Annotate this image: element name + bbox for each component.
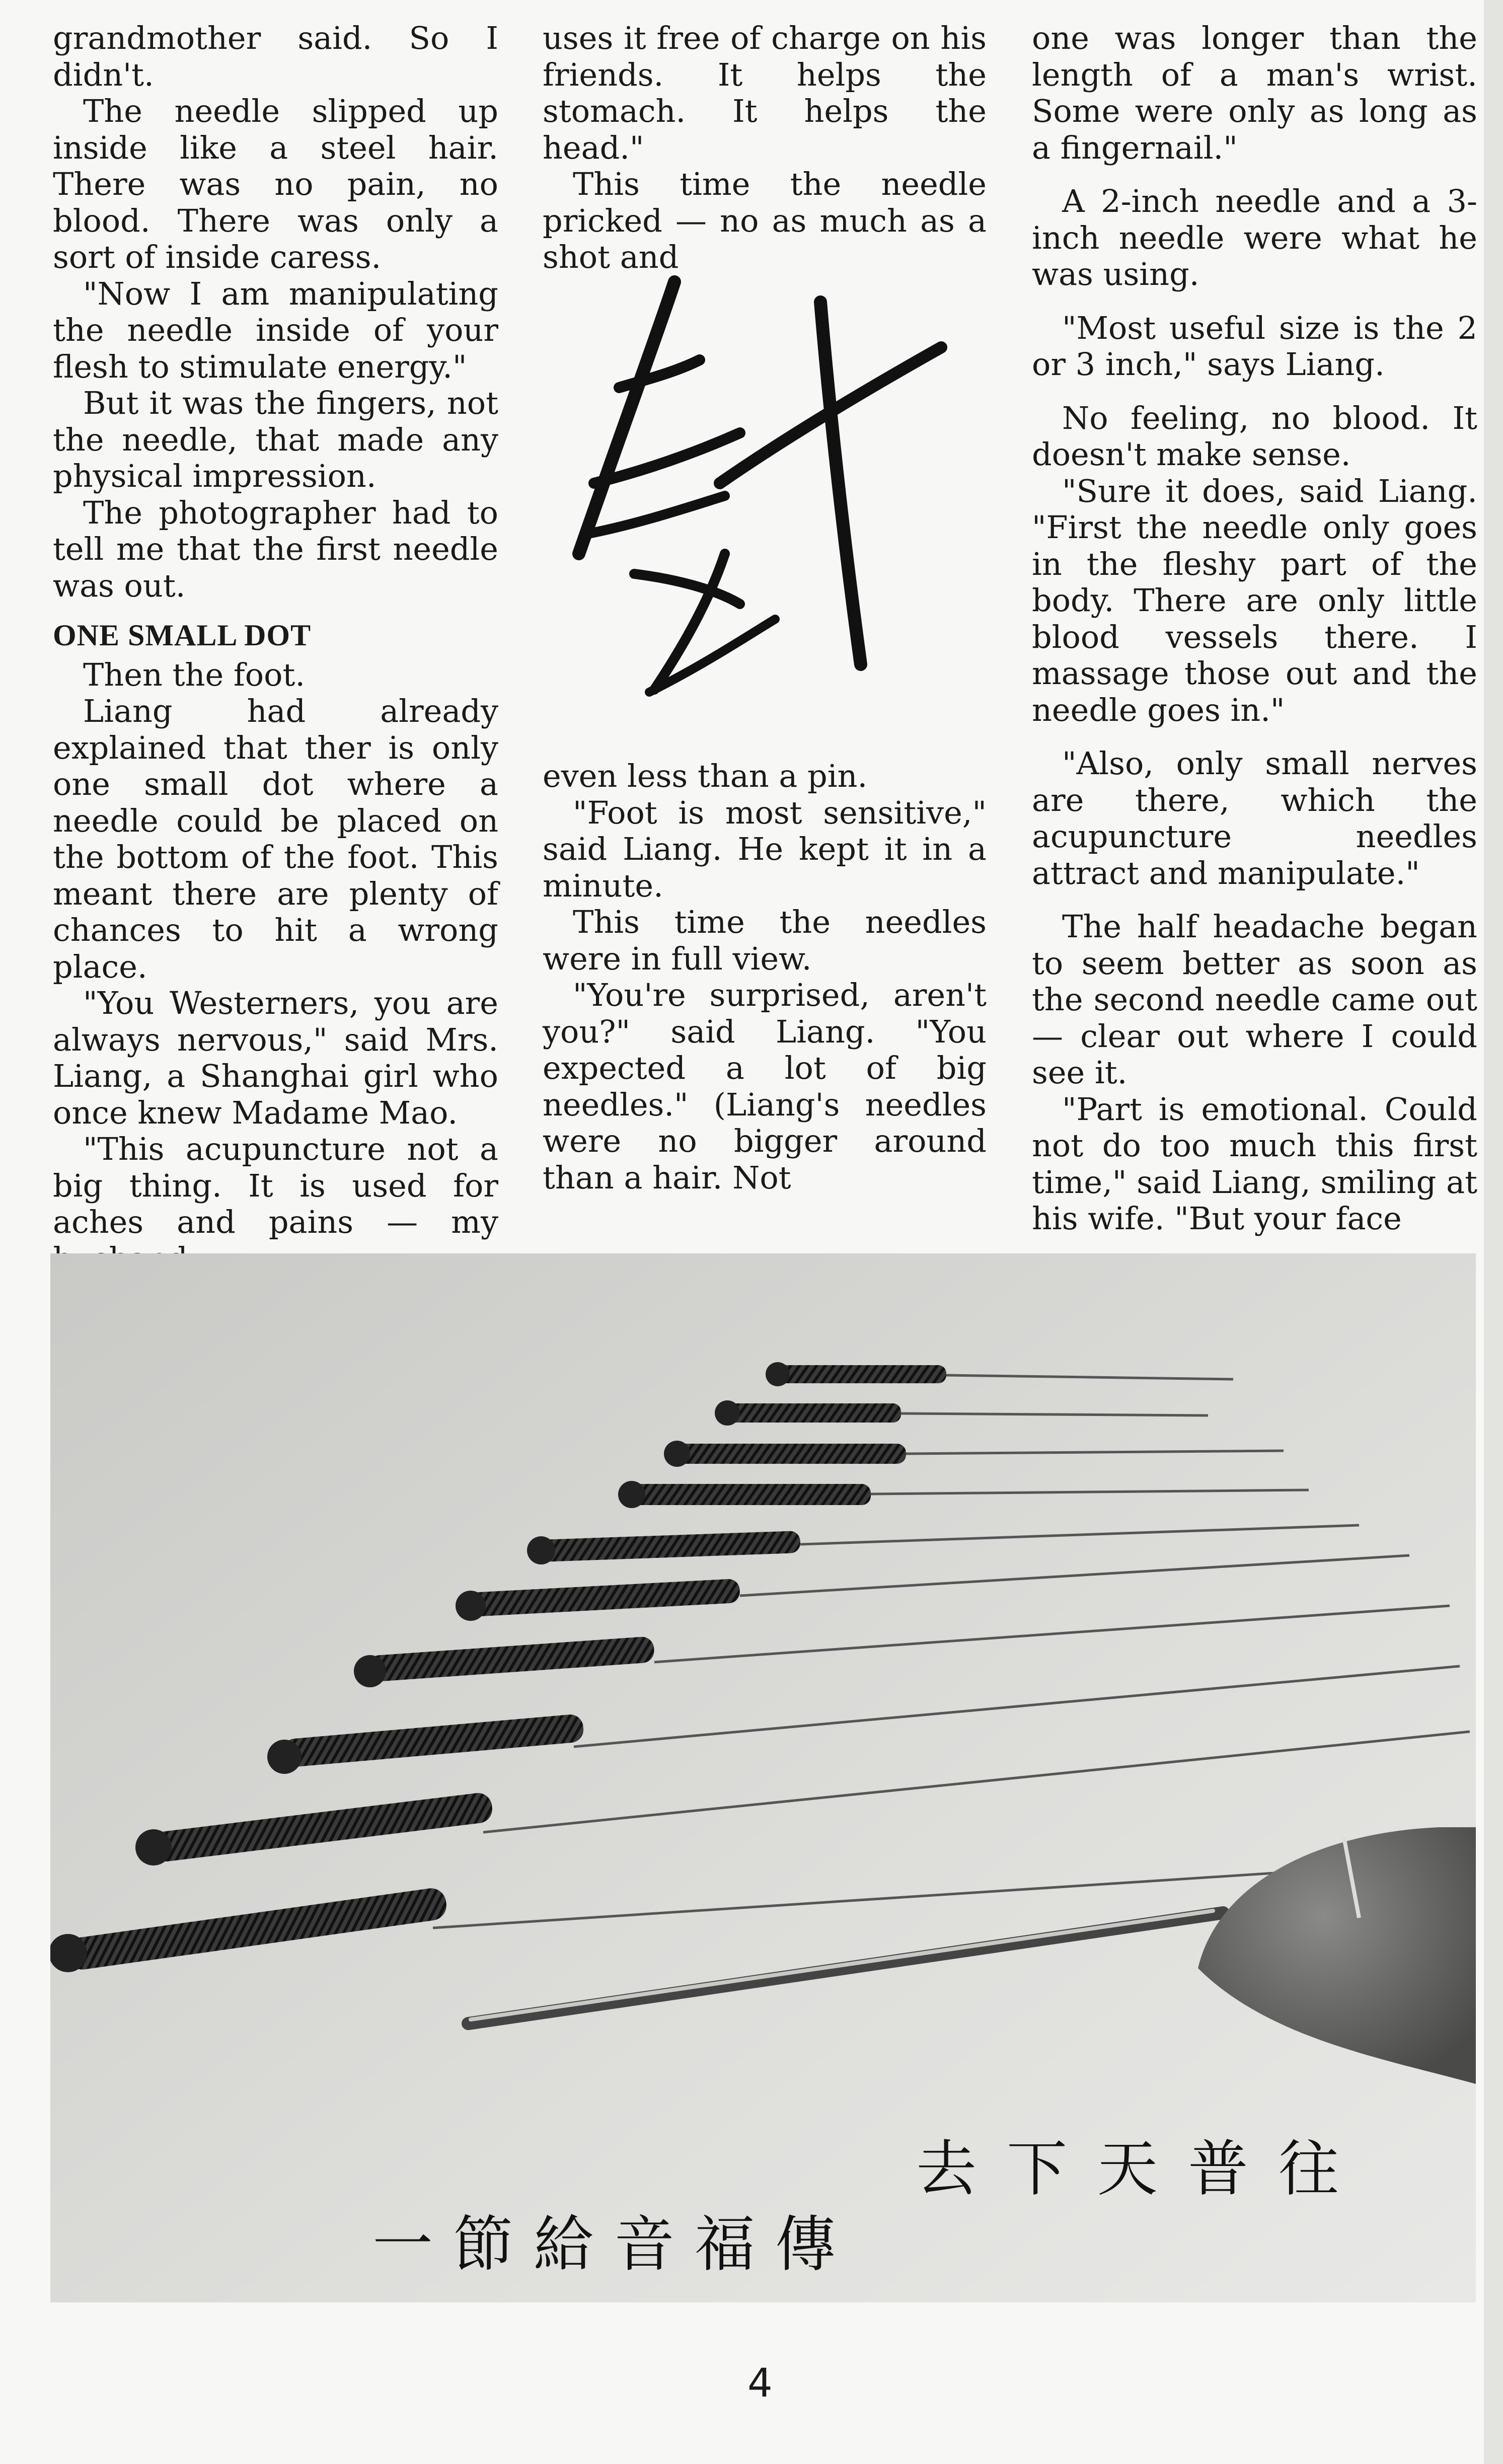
paragraph: "You Westerners, you are always nervous," said Mrs. Liang, a Shanghai girl who once knew Madame Mao.: [53, 985, 498, 1131]
paragraph: "Most useful size is the 2 or 3 inch," says Liang.: [1032, 309, 1477, 383]
chinese-calligraphy-needle-character-icon: [559, 272, 971, 725]
chinese-banner-right: 去下天普往: [916, 2134, 1369, 2204]
paragraph: The photographer had to tell me that the first needle was out.: [53, 494, 498, 604]
article-column-2-bottom: [543, 758, 987, 1196]
paragraph: Then the foot.: [83, 656, 306, 693]
section-heading: ONE SMALL DOT: [53, 619, 312, 652]
article-column-2-top: [543, 20, 987, 276]
acupuncture-needles-photo: [50, 1253, 1476, 2302]
paragraph: This time the needles were in full view.: [543, 904, 987, 977]
page-edge-shadow: [1484, 0, 1503, 2464]
paragraph: But it was the fingers, not the needle, that made any physical impression.: [53, 385, 498, 494]
paragraph: This time the needle pricked — no as much as a shot and: [543, 166, 987, 275]
paragraph: Liang had already explained that ther is only one small dot where a needle could be placed on the bottom of the foot. This meant there are plenty of chances to hit a wrong place.: [53, 693, 498, 985]
page-number: 4: [747, 2361, 773, 2406]
paragraph: uses it free of charge on his friends. It helps the stomach. It helps the head.": [543, 20, 987, 166]
paragraph: No feeling, no blood. It doesn't make sense.: [1032, 399, 1477, 473]
paragraph: "Now I am manipulating the needle inside of your flesh to stimulate energy.": [53, 275, 498, 385]
paragraph: "Also, only small nerves are there, which the acupuncture needles attract and manipulate.": [1032, 745, 1477, 891]
paragraph: The needle slipped up inside like a steel hair. There was no pain, no blood. There was only a sort of inside caress.: [53, 93, 498, 275]
needles-illustration: [50, 1253, 1476, 2302]
paragraph: "Part is emotional. Could not do too much this first time," said Liang, smiling at his wife. "But your face: [1032, 1090, 1477, 1237]
paragraph: grandmother said. So I didn't.: [53, 20, 498, 93]
paragraph: "Sure it does, said Liang. "First the needle only goes in the fleshy part of the body. There are only little blood vessels there. I massage those out and the needle goes in.": [1032, 472, 1477, 728]
paragraph: "You're surprised, aren't you?" said Liang. "You expected a lot of big needles." (Liang's needles were no bigger around than a hair. Not: [543, 977, 987, 1196]
paragraph: "This acupuncture not a big thing. It is used for aches and pains — my: [53, 1131, 498, 1240]
article-column-3: [1032, 20, 1477, 1237]
paragraph: A 2-inch needle and a 3-inch needle were what he was using.: [1032, 183, 1477, 292]
paragraph: "Foot is most sensitive," said Liang. He kept it in a minute.: [543, 794, 987, 904]
paragraph: The half headache began to seem better as soon as the second needle came out — clear out where I could see it.: [1032, 908, 1477, 1091]
chinese-banner-left: 一節給音福傳: [372, 2210, 856, 2280]
article-column-1: [53, 20, 498, 1277]
paragraph: one was longer than the length of a man's wrist. Some were only as long as a fingernail.": [1032, 20, 1477, 166]
paragraph: even less than a pin.: [543, 758, 868, 794]
